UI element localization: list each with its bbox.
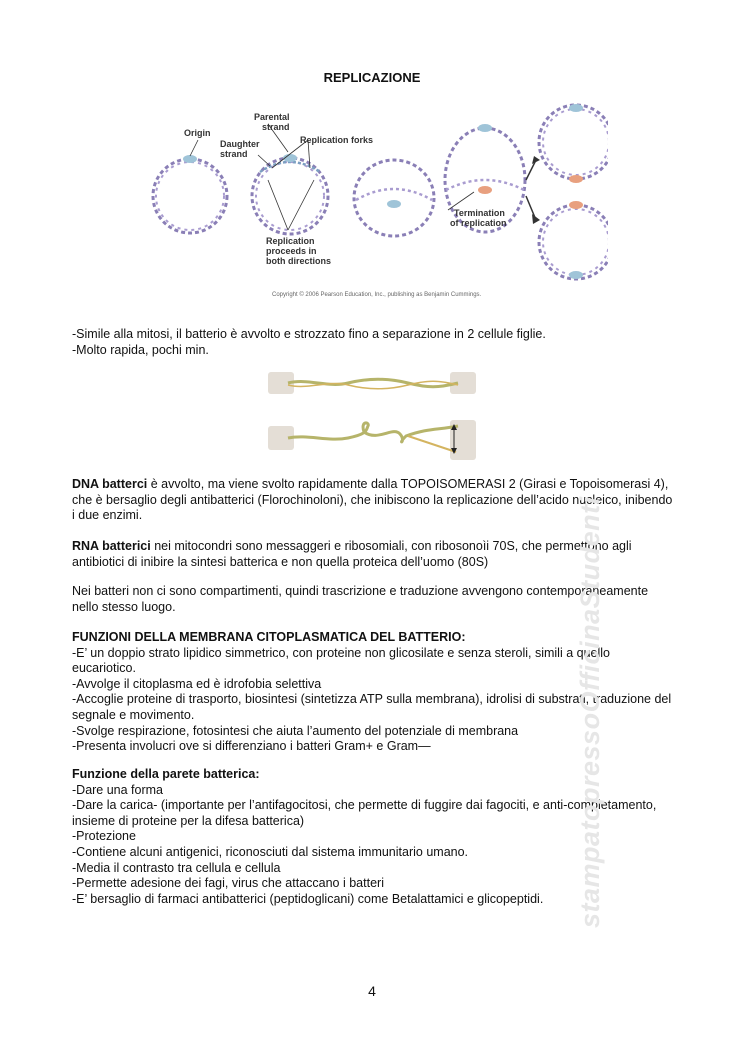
- rna-text: nei mitocondri sono messaggeri e ribosomiali, con ribosonoìi 70S, che permettono agli antibiotici di inibire la sintesi batterica e non quella proteica dell’uomo (80S): [72, 539, 632, 569]
- wall-item: -Contiene alcuni antigenici, riconosciuti dal sistema immunitario umano.: [72, 844, 469, 859]
- wall-item: -Protezione: [72, 829, 136, 844]
- label-origin: Origin: [184, 128, 211, 138]
- compartments-text: Nei batteri non ci sono compartimenti, quindi trascrizione e traduzione avvengono contemporaneamente nello stesso luogo.: [72, 584, 649, 614]
- membrane-item: -Svolge respirazione, fotosintesi che aiuta l’aumento del potenziale di membrana: [72, 723, 519, 738]
- membrane-item: -Accoglie proteine di trasporto, biosintesi (sintetizza ATP sulla membrana), idrolisi di substrati, traduzione del segnale e movimento.: [72, 692, 672, 722]
- membrane-heading: FUNZIONI DELLA MEMBRANA CITOPLASMATICA DEL BATTERIO:: [72, 630, 466, 644]
- intro-line-2: -Molto rapida, pochi min.: [72, 342, 209, 357]
- page-number: 4: [368, 983, 376, 999]
- chromosome-2: [252, 154, 328, 234]
- chromosome-3: [354, 160, 434, 236]
- membrane-item: -Avvolge il citoplasma ed è idrofobia selettiva: [72, 676, 322, 691]
- figure-copyright: Copyright © 2006 Pearson Education, Inc., publishing as Benjamin Cummings.: [272, 292, 482, 298]
- daughter-chromosome-top: [539, 104, 608, 183]
- label-parental-2: strand: [262, 122, 290, 132]
- label-termination-2: of replication: [450, 218, 507, 228]
- daughter-chromosome-bottom: [539, 201, 608, 279]
- label-daughter-2: strand: [220, 149, 248, 159]
- wall-heading: Funzione della parete batterica:: [72, 767, 260, 781]
- label-proceeds-1: Replication: [266, 236, 315, 246]
- membrane-item: -E’ un doppio strato lipidico simmetrico, con proteine non glicosilate e senza steroli, simili a quello eucariotico.: [72, 645, 610, 676]
- membrane-item: -Presenta involucri ove si differenziano i batteri Gram+ e Gram—: [72, 739, 431, 754]
- dna-supercoil-illustration: [268, 370, 476, 466]
- chromosome-1: [153, 155, 227, 233]
- label-forks: Replication forks: [300, 135, 374, 145]
- label-proceeds-3: both directions: [266, 256, 331, 266]
- wall-item: -Permette adesione dei fagi, virus che attaccano i batteri: [72, 876, 384, 891]
- wall-item: -Dare una forma: [72, 782, 164, 797]
- intro-block: [72, 327, 676, 358]
- label-daughter: Daughter: [220, 139, 260, 149]
- page-title: REPLICAZIONE: [323, 70, 421, 85]
- dna-lead: DNA batterci: [72, 477, 148, 491]
- wall-item: -Dare la carica- (importante per l’antifagocitosi, che permette di fuggire dai fagociti, e anti-completamento, insieme di proteine per la difesa batterica): [72, 798, 657, 828]
- rna-lead: RNA batterici: [72, 539, 151, 553]
- wall-item: -Media il contrasto tra cellula e cellula: [72, 860, 281, 875]
- intro-line-1: -Simile alla mitosi, il batterio è avvolto e strozzato fino a separazione in 2 cellule figlie.: [72, 327, 546, 341]
- dna-text: è avvolto, ma viene svolto rapidamente dalla TOPOISOMERASI 2 (Girasi e Topoisomerasi 4), che è bersaglio degli antibatterici (Florochinoloni), che inibiscono la replicazione dell’acido nucleico, inibendo i due enzimi.: [72, 477, 673, 523]
- label-termination-1: Termination: [454, 208, 505, 218]
- label-proceeds-2: proceeds in: [266, 246, 317, 256]
- wall-item: -E’ bersaglio di farmaci antibatterici (peptidoglicani) come Betalattamici e glicopeptidi.: [72, 891, 544, 906]
- replication-diagram: [148, 100, 608, 300]
- watermark: stampatopressoOfficinaStudenti: [575, 496, 605, 928]
- label-parental: Parental: [254, 112, 290, 122]
